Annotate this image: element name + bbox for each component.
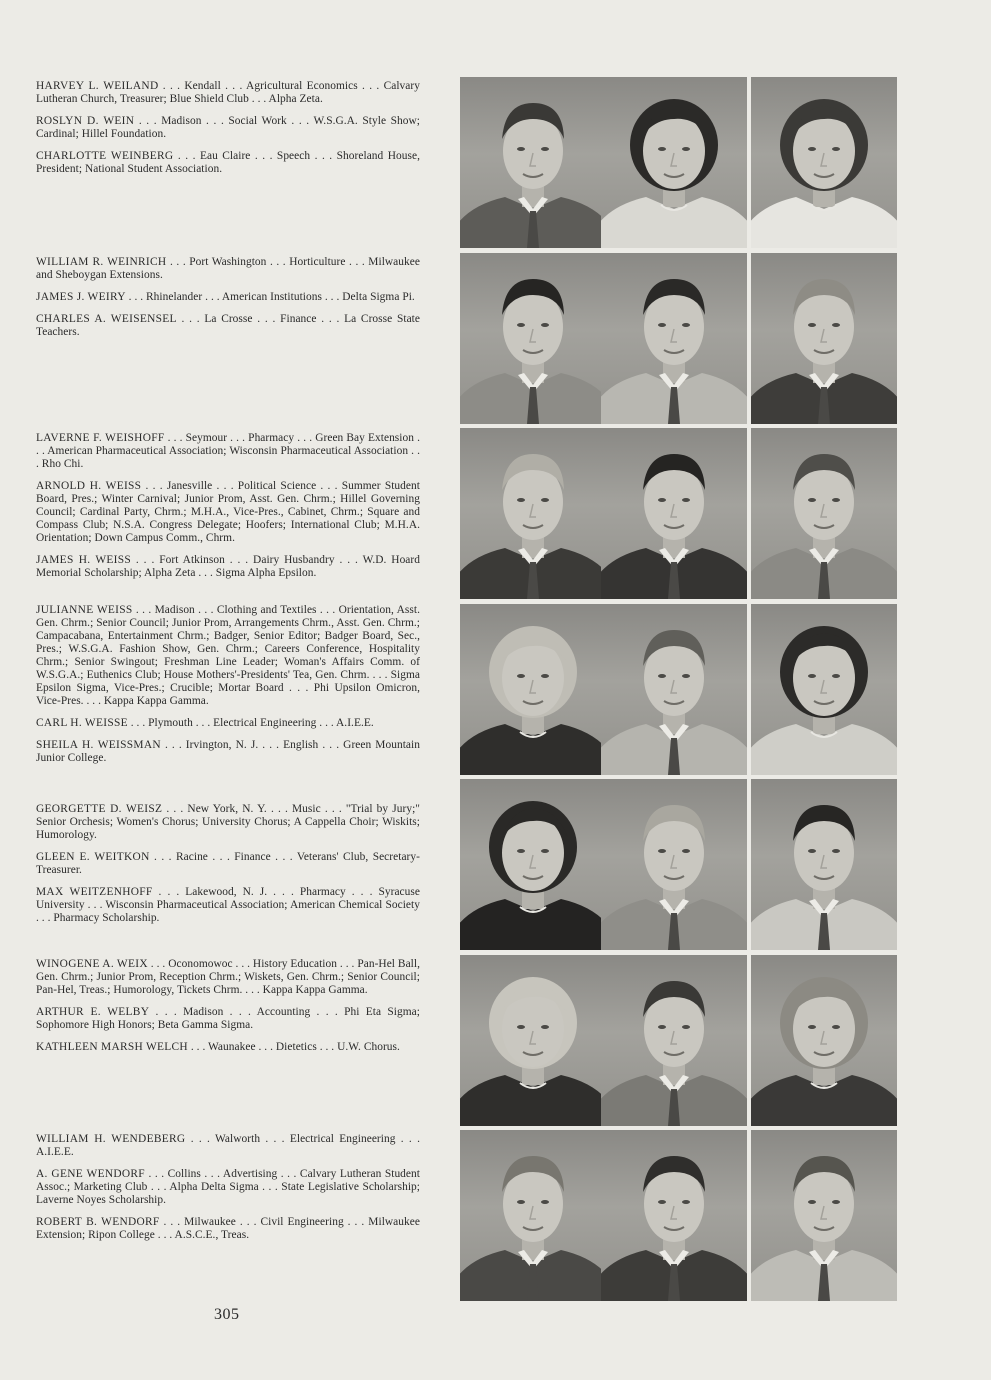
student-details: . . . Janesville . . . Political Science . . . Summer Student Board, Pres.; Winter Carnival; Junior Prom, Asst. Gen. Chrm.; Hillel Governing Council; Cardinal Party, Chrm.; M.H.A., Vice-Pres., Cabinet, Chrm.; Square and Compass Club; N.S.A. Congress Delegate; Hoofers; International Club; M.H.A. Orientation; Down Campus Comm., Chrm.	[36, 480, 420, 544]
bio-entry	[36, 291, 420, 304]
student-portrait	[751, 604, 897, 775]
bio-entry	[36, 958, 420, 997]
bio-entry	[36, 150, 420, 176]
student-portrait	[460, 77, 606, 248]
student-portrait	[751, 779, 897, 950]
student-details: . . . Collins . . . Advertising . . . Calvary Lutheran Student Assoc.; Marketing Club . . . Alpha Delta Sigma . . . State Legislative Scholarship; Laverne Noyes Scholarship.	[36, 1168, 420, 1206]
student-details: . . . Fort Atkinson . . . Dairy Husbandry . . . W.D. Hoard Memorial Scholarship; Alpha Zeta . . . Sigma Alpha Epsilon.	[36, 554, 421, 579]
student-name: CHARLES A. WEISENSEL	[36, 313, 177, 325]
student-portrait	[460, 253, 606, 424]
student-details: . . . Oconomowoc . . . History Education . . . Pan-Hel Ball, Gen. Chrm.; Junior Prom, Reception Chrm.; Wiskets, Gen. Chrm.; Senior Council; Pan-Hel, Treas.; Humorology, Tickets Chrm. . . . Kappa Kappa Gamma.	[36, 958, 421, 996]
student-portrait	[751, 77, 897, 248]
bio-entry	[36, 1006, 420, 1032]
student-name: GEORGETTE D. WEISZ	[36, 803, 163, 815]
student-details: . . . La Crosse . . . Finance . . . La Crosse State Teachers.	[36, 313, 420, 338]
student-portrait	[751, 253, 897, 424]
student-portrait	[601, 77, 747, 248]
bio-entry	[36, 851, 420, 877]
student-portrait	[601, 604, 747, 775]
bio-group	[36, 1133, 420, 1251]
student-portrait	[751, 428, 897, 599]
bio-entry	[36, 1133, 420, 1159]
student-portrait	[460, 604, 606, 775]
student-portrait	[601, 253, 747, 424]
student-portrait	[751, 1130, 897, 1301]
bio-entry	[36, 256, 420, 282]
student-name: ARNOLD H. WEISS	[36, 480, 142, 492]
student-name: MAX WEITZENHOFF	[36, 886, 153, 898]
bio-entry	[36, 886, 420, 925]
student-details: . . . Eau Claire . . . Speech . . . Shoreland House, President; National Student Association.	[36, 150, 420, 175]
student-details: . . . New York, N. Y. . . . Music . . . "Trial by Jury;" Senior Orchesis; Women's Chorus; University Chorus; A Cappella Choir; Wiskits; Humorology.	[36, 803, 420, 841]
student-name: CHARLOTTE WEINBERG	[36, 150, 174, 162]
student-name: A. GENE WENDORF	[36, 1168, 145, 1180]
student-portrait	[601, 428, 747, 599]
bio-entry	[36, 115, 420, 141]
bio-entry	[36, 1041, 420, 1054]
bio-entry	[36, 1168, 420, 1207]
bio-entry	[36, 604, 420, 708]
student-name: SHEILA H. WEISSMAN	[36, 739, 161, 751]
student-details: . . . Rhinelander . . . American Institutions . . . Delta Sigma Pi.	[125, 291, 415, 303]
student-details: . . . Lakewood, N. J. . . . Pharmacy . . . Syracuse University . . . Wisconsin Pharmaceutical Association; American Chemical Society . . . Pharmacy Scholarship.	[36, 886, 420, 924]
bio-entry	[36, 717, 420, 730]
bio-group	[36, 604, 420, 774]
student-portrait	[601, 779, 747, 950]
bio-entry	[36, 432, 420, 471]
student-name: CARL H. WEISSE	[36, 717, 128, 729]
student-name: JULIANNE WEISS	[36, 604, 133, 616]
student-name: ARTHUR E. WELBY	[36, 1006, 150, 1018]
student-details: . . . Madison . . . Clothing and Textiles . . . Orientation, Asst. Gen. Chrm.; Senior Council; Junior Prom, Arrangements Chrm., Asst. Gen. Chrm.; Campacabana, Entertainment Chrm.; Badger, Senior Editor; Badger Board, Sec., Pres.; W.S.G.A. Fashion Show, Gen. Chrm.; Careers Conference, Hospitality Chrm.; Senior Swingout; Freshman Line Leader; Woman's Affairs Comm. of W.S.G.A.; Euthenics Club; House Mothers'-Presidents' Tea, Gen. Chrm. . . . Sigma Epsilon Sigma, Vice-Pres.; Crucible; Mortar Board . . . Phi Upsilon Omicron, Vice-Pres. . . . Kappa Kappa Gamma.	[36, 604, 420, 707]
student-details: . . . Port Washington . . . Horticulture . . . Milwaukee and Sheboygan Extensions.	[36, 256, 420, 281]
student-portrait	[460, 1130, 606, 1301]
student-name: ROSLYN D. WEIN	[36, 115, 135, 127]
page-number: 305	[214, 1306, 240, 1323]
bio-entry	[36, 313, 420, 339]
student-name: ROBERT B. WENDORF	[36, 1216, 160, 1228]
student-portrait	[601, 1130, 747, 1301]
student-portrait	[601, 955, 747, 1126]
student-portrait	[751, 955, 897, 1126]
student-name: KATHLEEN MARSH WELCH	[36, 1041, 188, 1053]
bio-group	[36, 803, 420, 934]
student-name: WILLIAM H. WENDEBERG	[36, 1133, 186, 1145]
bio-entry	[36, 554, 420, 580]
student-name: JAMES H. WEISS	[36, 554, 131, 566]
bio-entry	[36, 80, 420, 106]
bio-entry	[36, 1216, 420, 1242]
student-details: . . . Irvington, N. J. . . . English . . . Green Mountain Junior College.	[36, 739, 420, 764]
bio-entry	[36, 803, 420, 842]
bio-group	[36, 432, 420, 589]
student-portrait	[460, 955, 606, 1126]
portrait-grid	[457, 77, 890, 1303]
student-details: . . . Madison . . . Social Work . . . W.S.G.A. Style Show; Cardinal; Hillel Foundation.	[36, 115, 420, 140]
student-details: . . . Racine . . . Finance . . . Veterans' Club, Secretary-Treasurer.	[36, 851, 420, 876]
student-details: . . . Walworth . . . Electrical Engineering . . . A.I.E.E.	[36, 1133, 421, 1158]
student-name: LAVERNE F. WEISHOFF	[36, 432, 165, 444]
bio-entry	[36, 739, 420, 765]
student-name: HARVEY L. WEILAND	[36, 80, 159, 92]
student-name: WILLIAM R. WEINRICH	[36, 256, 167, 268]
student-name: WINOGENE A. WEIX	[36, 958, 148, 970]
bio-group	[36, 80, 420, 185]
student-details: . . . Kendall . . . Agricultural Economics . . . Calvary Lutheran Church, Treasurer; Blue Shield Club . . . Alpha Zeta.	[36, 80, 421, 105]
bio-group	[36, 958, 420, 1063]
student-portrait	[460, 428, 606, 599]
student-details: . . . Seymour . . . Pharmacy . . . Green Bay Extension . . . American Pharmaceutical Association; Wisconsin Pharmaceutical Association . . . Rho Chi.	[36, 432, 420, 470]
bio-group	[36, 256, 420, 348]
student-name: GLEEN E. WEITKON	[36, 851, 150, 863]
student-name: JAMES J. WEIRY	[36, 291, 126, 303]
student-details: . . . Madison . . . Accounting . . . Phi Eta Sigma; Sophomore High Honors; Beta Gamma Sigma.	[36, 1006, 420, 1031]
student-details: . . . Milwaukee . . . Civil Engineering . . . Milwaukee Extension; Ripon College . . . A.S.C.E., Treas.	[36, 1216, 420, 1241]
student-portrait	[460, 779, 606, 950]
bio-entry	[36, 480, 420, 545]
student-details: . . . Waunakee . . . Dietetics . . . U.W. Chorus.	[187, 1041, 400, 1053]
student-details: . . . Plymouth . . . Electrical Engineering . . . A.I.E.E.	[127, 717, 374, 729]
